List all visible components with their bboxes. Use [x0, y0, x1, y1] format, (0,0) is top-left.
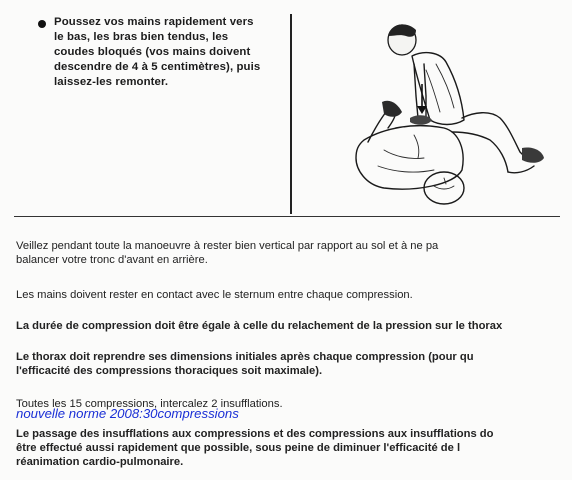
- cpr-chest-compression-illustration-icon: [294, 0, 560, 214]
- bullet-icon: [38, 20, 46, 28]
- paragraph-line: balancer votre tronc d'avant en arrière.: [16, 254, 208, 266]
- paragraph-line: Toutes les 15 compressions, intercalez 2 insufflations.: [16, 398, 283, 410]
- paragraph-line: l'efficacité des compressions thoraciques soit maximale).: [16, 365, 323, 377]
- paragraph-line: Le thorax doit reprendre ses dimensions initiales après chaque compression (pour qu: [16, 351, 474, 363]
- bullet-column: [14, 0, 288, 214]
- vertical-divider: [290, 14, 292, 214]
- paragraph-line: être effectué aussi rapidement que possible, sous peine de diminuer l'efficacité de l: [16, 442, 461, 454]
- paragraph-line: réanimation cardio-pulmonaire.: [16, 456, 184, 468]
- bullet-line: coudes bloqués (vos mains doivent: [54, 46, 251, 58]
- bullet-line: le bas, les bras bien tendus, les: [54, 31, 229, 43]
- paragraph-line: Le passage des insufflations aux compressions et des compressions aux insufflations do: [16, 428, 494, 440]
- paragraph-thorax-recoil: [16, 350, 564, 378]
- paragraph-line: La durée de compression doit être égale à celle du relachement de la pression sur le thorax: [16, 320, 503, 332]
- paragraph-transition-speed: [16, 427, 564, 469]
- paragraph-hands-contact: [16, 288, 564, 302]
- bullet-line: laissez-les remonter.: [54, 76, 169, 88]
- handwritten-annotation: nouvelle norme 2008:30compressions: [16, 406, 239, 421]
- paragraph-line: Les mains doivent rester en contact avec le sternum entre chaque compression.: [16, 289, 413, 301]
- bullet-instruction: [54, 15, 286, 90]
- paragraph-compression-duration: [16, 319, 564, 333]
- instruction-top-section: [14, 0, 560, 214]
- bullet-line: Poussez vos mains rapidement vers: [54, 16, 254, 28]
- paragraph-line: Veillez pendant toute la manoeuvre à rester bien vertical par rapport au sol et à ne pa: [16, 240, 439, 252]
- bullet-line: descendre de 4 à 5 centimètres), puis: [54, 61, 261, 73]
- paragraph-vertical-posture: [16, 239, 564, 267]
- illustration-column: [294, 0, 560, 214]
- horizontal-divider: [14, 216, 560, 217]
